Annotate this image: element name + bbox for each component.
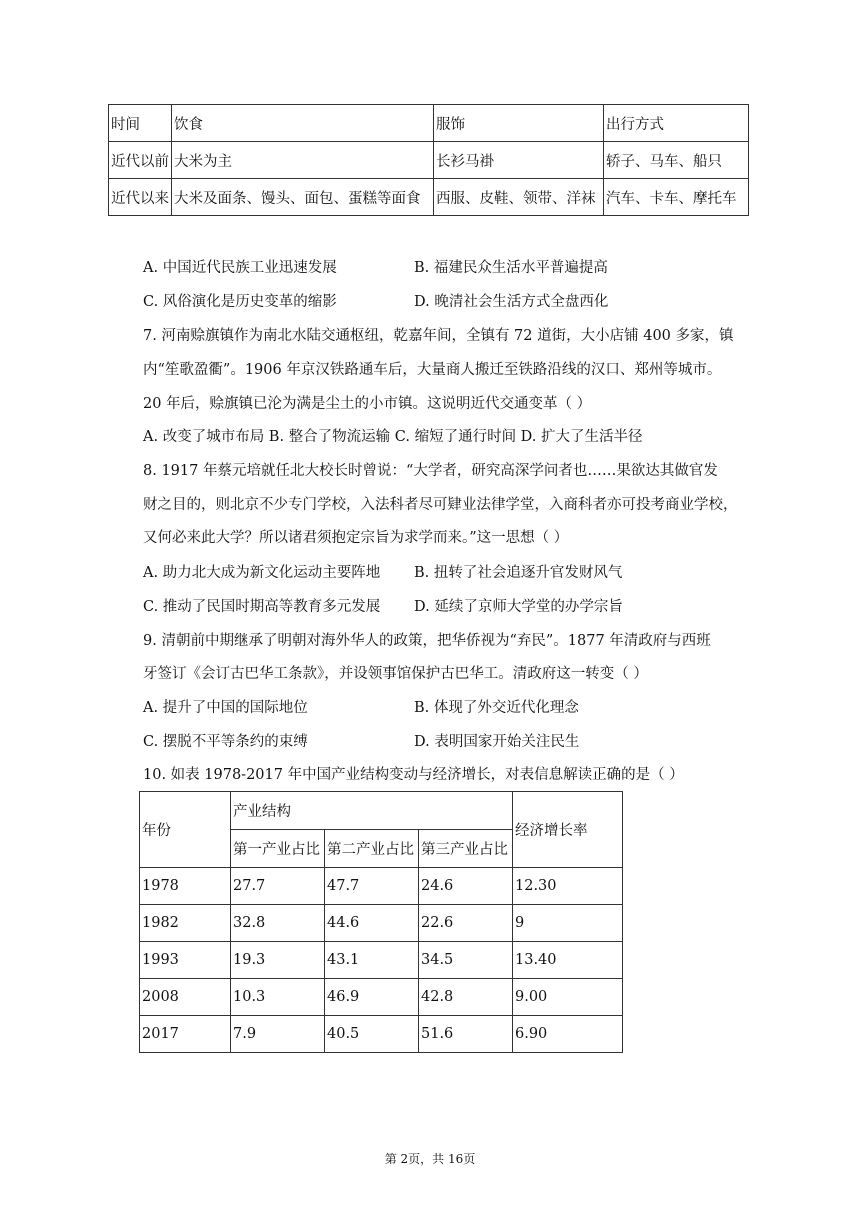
table-cell: 42.8 (419, 979, 513, 1016)
table-cell: 第三产业占比 (419, 830, 513, 868)
table-cell: 40.5 (325, 1016, 419, 1053)
q8-stem-line2: 财之目的，则北京不少专门学校，入法科者尽可肄业法律学堂，入商科者亦可投考商业学校， (143, 497, 738, 513)
table-cell: 1978 (140, 868, 231, 905)
q8-option-a: A. 助力北大成为新文化运动主要阵地 (143, 565, 381, 581)
table-cell: 第一产业占比 (231, 830, 325, 868)
table-cell: 51.6 (419, 1016, 513, 1053)
q8-option-c: C. 推动了民国时期高等教育多元发展 (143, 599, 381, 615)
table-row (140, 942, 623, 979)
table-cell: 22.6 (419, 905, 513, 942)
table-cell: 12.30 (513, 868, 623, 905)
table-cell: 近代以来 (109, 179, 172, 216)
q7-options: A. 改变了城市布局 B. 整合了物流运输 C. 缩短了通行时间 D. 扩大了生活半径 (143, 429, 643, 445)
table-row (140, 1016, 623, 1053)
table-cell: 服饰 (434, 105, 604, 142)
q9-option-c: C. 摆脱不平等条约的束缚 (143, 734, 308, 750)
table-cell: 汽车、卡车、摩托车 (604, 179, 749, 216)
table-cell: 13.40 (513, 942, 623, 979)
table-row (109, 179, 749, 216)
q7-stem-line3: 20 年后，赊旗镇已沦为满是尘土的小市镇。这说明近代交通变革（ ） (143, 396, 592, 412)
table-cell: 19.3 (231, 942, 325, 979)
table-cell: 6.90 (513, 1016, 623, 1053)
q8-option-d: D. 延续了京师大学堂的办学宗旨 (414, 599, 623, 615)
q9-option-a: A. 提升了中国的国际地位 (143, 700, 308, 716)
q6-option-b: B. 福建民众生活水平普遍提高 (414, 260, 608, 276)
industry-structure-table (139, 791, 623, 1053)
table-cell: 经济增长率 (513, 792, 623, 868)
q10-stem-line1: 10. 如表 1978-2017 年中国产业结构变动与经济增长，对表信息解读正确的是（ ） (143, 767, 684, 783)
q9-stem-line1: 9. 清朝前中期继承了明朝对海外华人的政策，把华侨视为“弃民”。1877 年清政府与西班 (143, 633, 711, 649)
q8-stem-line1: 8. 1917 年蔡元培就任北大校长时曾说：“大学者，研究高深学问者也……果欲达其做官发 (143, 463, 718, 479)
q9-stem-line2: 牙签订《会订古巴华工条款》，并设领事馆保护古巴华工。清政府这一转变（ ） (143, 666, 648, 682)
table-row (140, 905, 623, 942)
table-cell: 2017 (140, 1016, 231, 1053)
table-header-row (109, 105, 749, 142)
table-cell: 第二产业占比 (325, 830, 419, 868)
table-cell: 产业结构 (231, 792, 513, 830)
table-cell: 9.00 (513, 979, 623, 1016)
table-cell: 10.3 (231, 979, 325, 1016)
q8-stem-line3: 又何必来此大学？所以诸君须抱定宗旨为求学而来。”这一思想（ ） (143, 530, 569, 546)
page-footer: 第 2页，共 16页 (384, 1152, 476, 1166)
table-cell: 47.7 (325, 868, 419, 905)
table-cell: 7.9 (231, 1016, 325, 1053)
q6-option-d: D. 晚清社会生活方式全盘西化 (414, 294, 609, 310)
table-cell: 1993 (140, 942, 231, 979)
table-cell: 44.6 (325, 905, 419, 942)
table-header-row (140, 792, 623, 830)
table-cell: 24.6 (419, 868, 513, 905)
table-cell: 时间 (109, 105, 172, 142)
q8-option-b: B. 扭转了社会追逐升官发财风气 (414, 565, 623, 581)
table-cell: 9 (513, 905, 623, 942)
q9-option-d: D. 表明国家开始关注民生 (414, 734, 580, 750)
table-cell: 27.7 (231, 868, 325, 905)
table-cell: 西服、皮鞋、领带、洋袜 (434, 179, 604, 216)
table-cell: 出行方式 (604, 105, 749, 142)
q6-option-c: C. 风俗演化是历史变革的缩影 (143, 294, 337, 310)
table-row (109, 142, 749, 179)
q7-stem-line1: 7. 河南赊旗镇作为南北水陆交通枢纽，乾嘉年间，全镇有 72 道街，大小店铺 400 多家，镇 (143, 328, 734, 344)
table-cell: 32.8 (231, 905, 325, 942)
table-cell: 长衫马褂 (434, 142, 604, 179)
table-cell: 饮食 (172, 105, 434, 142)
q9-option-b: B. 体现了外交近代化理念 (414, 700, 579, 716)
table-cell: 轿子、马车、船只 (604, 142, 749, 179)
table-cell: 46.9 (325, 979, 419, 1016)
lifestyle-table (108, 104, 749, 216)
table-cell: 1982 (140, 905, 231, 942)
q6-option-a: A. 中国近代民族工业迅速发展 (143, 260, 337, 276)
table-cell: 大米为主 (172, 142, 434, 179)
table-cell: 大米及面条、馒头、面包、蛋糕等面食 (172, 179, 434, 216)
table-cell: 2008 (140, 979, 231, 1016)
table-cell: 43.1 (325, 942, 419, 979)
table-cell: 34.5 (419, 942, 513, 979)
table-row (140, 868, 623, 905)
q7-stem-line2: 内“笙歌盈衢”。1906 年京汉铁路通车后，大量商人搬迁至铁路沿线的汉口、郑州等城市。 (143, 362, 722, 378)
table-cell: 近代以前 (109, 142, 172, 179)
table-cell: 年份 (140, 792, 231, 868)
table-row (140, 979, 623, 1016)
